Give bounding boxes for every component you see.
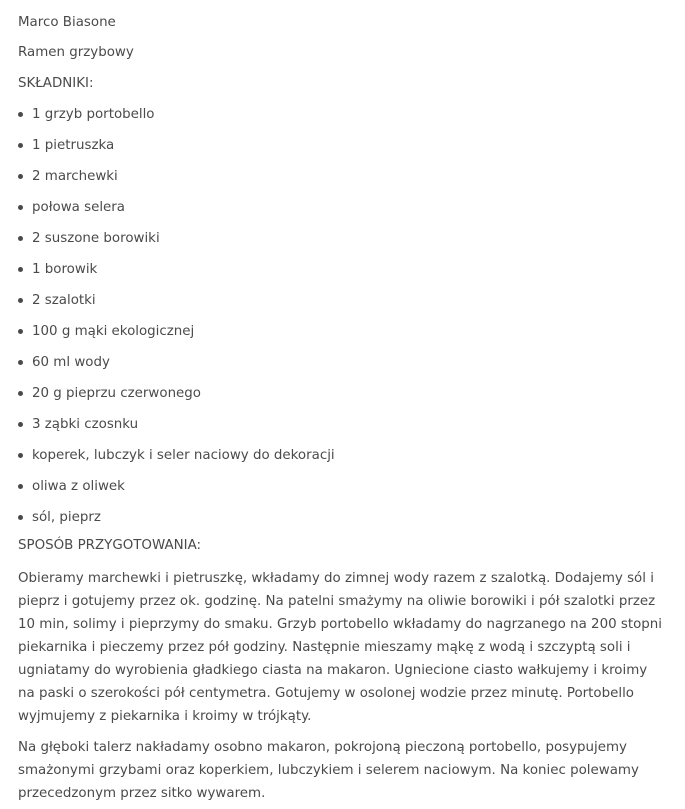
ingredient-text: 1 pietruszka: [32, 138, 115, 153]
ingredient-item: [18, 106, 685, 137]
ingredient-text: 3 ząbki czosnku: [32, 417, 139, 432]
recipe-title: Ramen grzybowy: [18, 45, 134, 60]
ingredient-text: 1 borowik: [32, 262, 98, 277]
ingredient-item: [18, 292, 685, 323]
bullet-icon: [18, 329, 23, 334]
method-paragraph: Obieramy marchewki i pietruszkę, wkładamy do zimnej wody razem z szalotką. Dodajemy sól i pieprz i gotujemy przez ok. godzinę. Na patelni smażymy na oliwie borowiki i pół szalotki przez 10 min, solimy i pieprzymy do smaku. Grzyb portobello wkładamy do nagrzanego na 200 stopni piekarnika i pieczemy przez pół godziny. Następnie mieszamy mąkę z wodą i szczyptą soli i ugniatamy do wyrobienia gładkiego ciasta na makaron. Ugniecione ciasto wałkujemy i kroimy na paski o szerokości pół centymetra. Gotujemy w osolonej wodzie przez minutę. Portobello wyjmujemy z piekarnika i kroimy w trójkąty.: [18, 571, 662, 724]
ingredient-text: 100 g mąki ekologicznej: [32, 324, 195, 339]
method-paragraph: Na głęboki talerz nakładamy osobno makaron, pokrojoną pieczoną portobello, posypujemy smażonymi grzybami oraz koperkiem, lubczykiem i selerem naciowym. Na koniec polewamy przecedzonym przez sitko wywarem.: [18, 740, 639, 801]
ingredient-item: [18, 416, 685, 447]
ingredient-text: połowa selera: [32, 200, 125, 215]
method-heading: SPOSÓB PRZYGOTOWANIA:: [18, 538, 202, 553]
bullet-icon: [18, 422, 23, 427]
ingredient-item: [18, 137, 685, 168]
ingredient-text: koperek, lubczyk i seler naciowy do dekoracji: [32, 448, 335, 463]
ingredient-item: [18, 447, 685, 478]
ingredient-text: 60 ml wody: [32, 355, 110, 370]
bullet-icon: [18, 453, 23, 458]
ingredient-item: [18, 199, 685, 230]
bullet-icon: [18, 143, 23, 148]
ingredient-item: [18, 323, 685, 354]
ingredient-item: [18, 261, 685, 292]
bullet-icon: [18, 205, 23, 210]
ingredients-heading: SKŁADNIKI:: [18, 76, 94, 91]
author-name: Marco Biasone: [18, 15, 116, 30]
ingredient-item: [18, 478, 685, 509]
bullet-icon: [18, 112, 23, 117]
ingredient-text: 2 szalotki: [32, 293, 96, 308]
ingredient-text: sól, pieprz: [32, 510, 101, 525]
bullet-icon: [18, 174, 23, 179]
ingredient-text: oliwa z oliwek: [32, 479, 125, 494]
ingredient-text: 20 g pieprzu czerwonego: [32, 386, 201, 401]
bullet-icon: [18, 236, 23, 241]
bullet-icon: [18, 298, 23, 303]
ingredient-item: [18, 168, 685, 199]
bullet-icon: [18, 515, 23, 520]
ingredients-list: [18, 106, 685, 540]
ingredient-text: 2 suszone borowiki: [32, 231, 160, 246]
ingredient-item: [18, 509, 685, 540]
ingredient-item: [18, 230, 685, 261]
ingredient-item: [18, 354, 685, 385]
bullet-icon: [18, 391, 23, 396]
bullet-icon: [18, 360, 23, 365]
ingredient-item: [18, 385, 685, 416]
ingredient-text: 2 marchewki: [32, 169, 118, 184]
bullet-icon: [18, 484, 23, 489]
ingredient-text: 1 grzyb portobello: [32, 107, 155, 122]
bullet-icon: [18, 267, 23, 272]
